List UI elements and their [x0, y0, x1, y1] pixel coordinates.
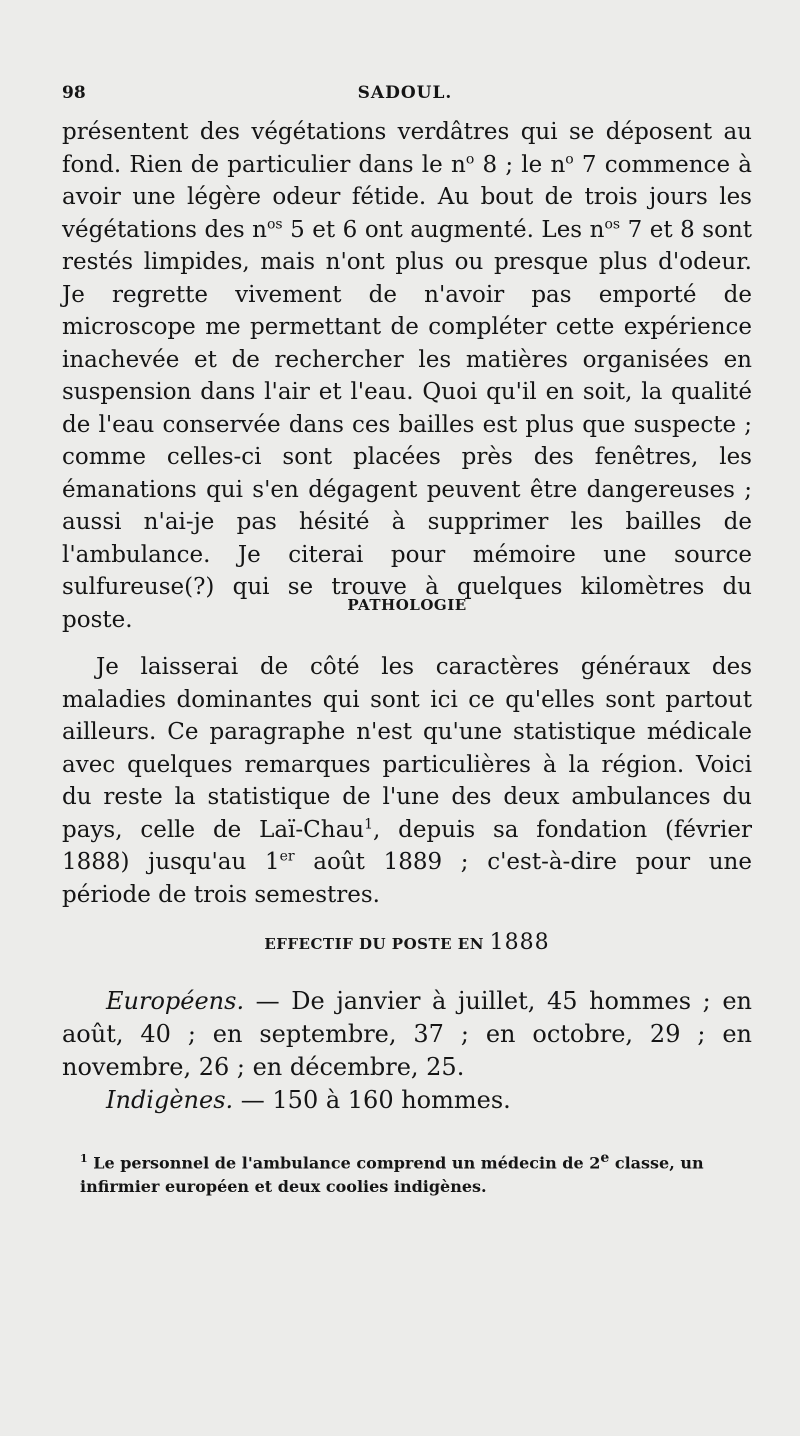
paragraph-water-analysis: [62, 116, 752, 636]
footnote-text: Le personnel de l'ambulance comprend un médecin de 2: [87, 1153, 601, 1173]
superscript: er: [279, 848, 295, 865]
footnote: [80, 1147, 752, 1199]
entry-europeens: [62, 985, 752, 1084]
text-run: Je laisserai de côté les caractères généraux des maladies dominantes qui sont ici ce qu'elles sont partout ailleurs. Ce paragraphe n'est qu'une statistique médicale avec quelques remarques particulières à la région. Voici du reste la statistique de l'une des deux ambulances du pays, celle de Laï-Chau: [62, 654, 752, 843]
entry-text: — 150 à 160 hommes.: [233, 1086, 511, 1114]
entry-indigenes: [62, 1084, 752, 1117]
effectif-year: 1888: [489, 930, 550, 955]
section-heading-pathologie: PATHOLOGIE: [347, 596, 467, 614]
running-head: SADOUL.: [357, 83, 453, 103]
entry-text: — De janvier à juillet, 45 hommes ; en août, 40 ; en septembre, 37 ; en octobre, 29 ; en novembre, 26 ; en décembre, 25.: [62, 987, 752, 1081]
entry-label: Indigènes.: [106, 1086, 234, 1114]
effectif-heading-text: EFFECTIF DU POSTE EN: [264, 935, 484, 953]
text-run: , depuis sa fondation (février 1888) jusqu'au 1: [62, 816, 752, 875]
text-run: 8 ; le n: [474, 151, 566, 178]
text-run: présentent des végétations verdâtres qui se déposent au fond. Rien de particulier dans le n: [62, 119, 752, 178]
superscript: o: [565, 150, 574, 167]
page-header: [62, 83, 748, 111]
paragraph-pathology-intro: [62, 651, 752, 911]
footnote-marker: 1: [80, 1152, 88, 1165]
footnote-reference: 1: [364, 815, 374, 832]
superscript: os: [266, 215, 283, 232]
text-run: 5 et 6 ont augmenté. Les n: [282, 216, 605, 243]
page-number: 98: [62, 83, 86, 103]
text-run: 7 et 8 sont restés limpides, mais n'ont plus ou presque plus d'odeur. Je regrette vivement de n'avoir pas emporté de microscope me permettant de compléter cette expérience inachevée et de rechercher les matières organisées en suspension dans l'air et l'eau. Quoi qu'il en soit, la qualité de l'eau conservée dans ces bailles est plus que suspecte ; comme celles-ci sont placées près des fenêtres, les émanations qui s'en dégagent peuvent être dangereuses ; aussi n'ai-je pas hésité à supprimer les bailles de l'ambulance. Je citerai pour mémoire une source sulfureuse(?) qui se trouve à quelques kilomètres du poste.: [62, 216, 753, 633]
section-heading-effectif: [62, 930, 752, 955]
superscript: o: [465, 150, 475, 167]
superscript: os: [604, 215, 621, 232]
text-run: août 1889 ; c'est-à-dire pour une période de trois semestres.: [62, 849, 752, 908]
text-run: 7 commence à avoir une légère odeur fétide. Au bout de trois jours les végétations des n: [62, 151, 752, 243]
footnote-text: classe, un infirmier européen et deux coolies indigènes.: [80, 1153, 704, 1197]
superscript: e: [600, 1150, 610, 1166]
entry-label: Européens.: [106, 987, 245, 1015]
